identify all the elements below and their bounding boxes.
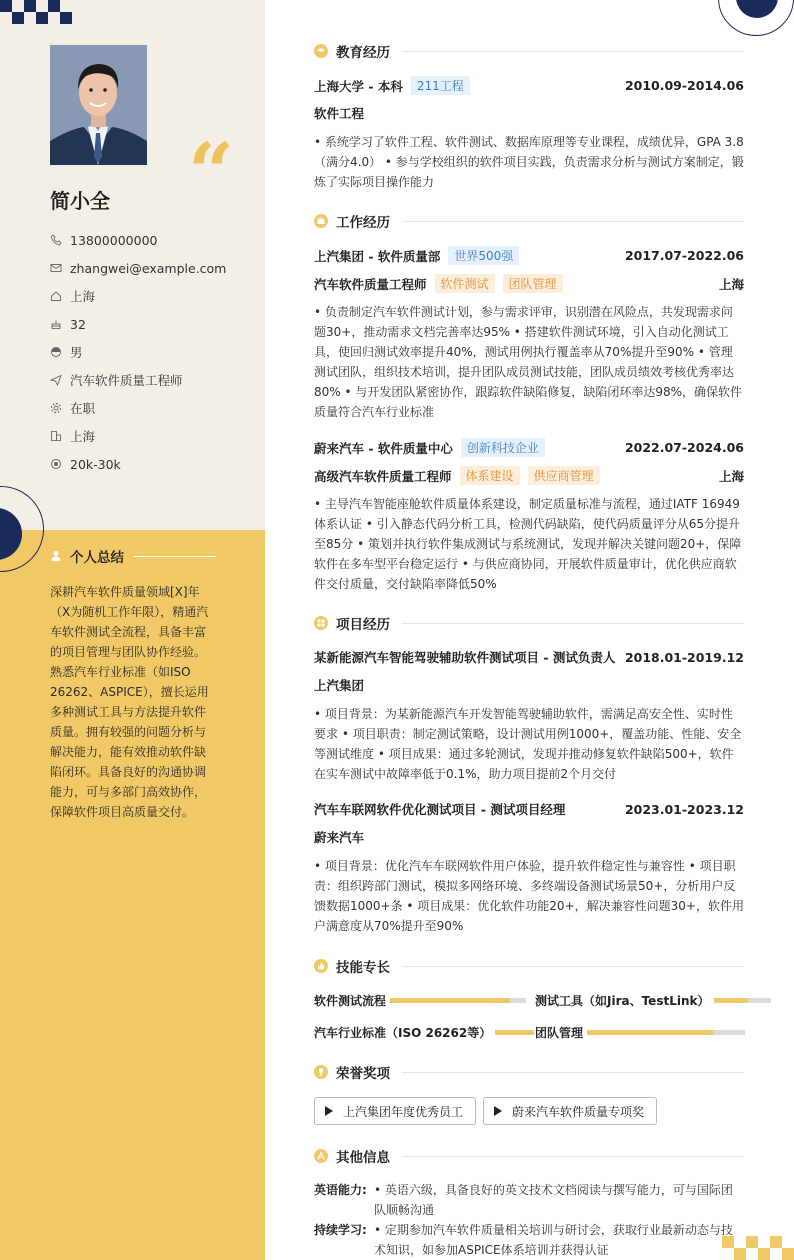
job-city: 上海: [718, 276, 744, 292]
section-title: 技能专长: [336, 960, 390, 976]
skill-bar: [390, 998, 526, 1003]
section-education: [314, 41, 744, 61]
job-period: 2017.07-2022.06: [624, 248, 744, 263]
project-name: 汽车车联网软件优化测试项目 - 测试项目经理: [314, 802, 566, 817]
skill-bar: [587, 1030, 745, 1035]
school-tag: 211工程: [411, 76, 470, 95]
play-icon: [494, 1106, 502, 1116]
other-value: • 英语六级，具备良好的英文技术文档阅读与撰写能力，可与国际团队顺畅沟通: [374, 1183, 733, 1217]
skill-bar: [714, 998, 771, 1003]
job-2-role-row: [314, 466, 744, 485]
skill-bar: [495, 1030, 535, 1035]
info-target-city: [50, 422, 226, 450]
summary-text: 深耕汽车软件质量领域[X]年（X为随机工作年限），精通汽车软件测试全流程，具备丰富的项目管理与团队协作经验。熟悉汽车行业标准（如ISO 26262、ASPICE），擅长运用多种测试工具与方法提升软件质量。拥有较强的问题分析与解决能力，能有效推动软件缺陷闭环。具备良好的沟通协调能力，可与多部门高效协作，保障软件项目高质量交付。: [50, 585, 209, 819]
section-title: 教育经历: [336, 45, 390, 61]
skill-name: 软件测试流程: [314, 994, 387, 1008]
skill-bar-fill: [390, 998, 510, 1003]
project-2-description: • 项目背景：优化汽车车联网软件用户体验，提升软件稳定性与兼容性 • 项目职责：组织跨部门测试，模拟多网络环境、多终端设备测试场景50+，分析用户反馈数据1000+条 • 项目成果：优化软件功能20+，解决兼容性问题30+，软件用户满意度从70%提升至90%: [314, 859, 744, 933]
section-skills: [314, 956, 744, 976]
project-period: 2023.01-2023.12: [624, 801, 744, 817]
other-item-learning: [314, 1220, 744, 1260]
divider: [402, 623, 744, 624]
basic-info-list: [50, 226, 226, 478]
education-description: • 系统学习了软件工程、软件测试、数据库原理等专业课程，成绩优异，GPA 3.8（满分4.0） • 参与学校组织的软件项目实践，负责需求分析与测试方案制定，锻炼了实际项目操作能力: [314, 135, 744, 189]
skill-tag: 体系建设: [460, 466, 520, 485]
divider: [134, 556, 216, 557]
mail-icon: [50, 262, 70, 274]
section-title: 其他信息: [336, 1150, 390, 1166]
divider: [402, 1072, 744, 1073]
skill-item: [535, 992, 771, 1009]
info-age: [50, 310, 226, 338]
company-tag: 创新科技企业: [461, 438, 545, 457]
divider: [402, 966, 744, 967]
company-tag: 世界500强: [448, 246, 519, 265]
phone-text: 13800000000: [70, 232, 158, 248]
award-label: 蔚来汽车软件质量专项奖: [512, 1104, 645, 1119]
job-1-header: [314, 246, 744, 265]
job-company: 上汽集团 - 软件质量部: [314, 248, 441, 264]
job-city: 上海: [718, 468, 744, 484]
project-name: 某新能源汽车智能驾驶辅助软件测试项目 - 测试负责人: [314, 650, 616, 665]
avatar: [50, 45, 147, 165]
section-title: 工作经历: [336, 215, 390, 231]
project-org: 上汽集团: [314, 678, 365, 693]
section-projects: [314, 613, 744, 633]
phone-icon: [50, 234, 70, 246]
salary-text: 20k-30k: [70, 456, 121, 472]
project-1-org-row: [314, 676, 744, 694]
letter-a-icon: [314, 1149, 328, 1163]
job-1-role-row: [314, 274, 744, 293]
section-other: [314, 1146, 744, 1166]
gender-icon: [50, 346, 70, 358]
thumbs-up-icon: [314, 959, 328, 973]
section-awards: [314, 1062, 744, 1082]
project-1-description: • 项目背景：为某新能源汽车开发智能驾驶辅助软件，需满足高安全性、实时性要求 • 项目职责：制定测试策略，设计测试用例1000+，覆盖功能、性能、安全等测试维度 • 项目成果：通过多轮测试，发现并推动修复软件缺陷500+，软件在实车测试中故障率低于0.1%，助力项目提前2个月交付: [314, 707, 742, 781]
project-org: 蔚来汽车: [314, 830, 365, 845]
target-icon: [50, 458, 70, 470]
summary-title: 个人总结: [70, 550, 124, 566]
other-value: • 定期参加汽车软件质量相关培训与研讨会，获取行业最新动态与技术知识，如参加ASPICE体系培训并获得认证: [374, 1223, 733, 1257]
education-major-row: [314, 104, 744, 122]
job-2-header: [314, 438, 744, 457]
trophy-icon: [314, 1065, 328, 1079]
job-company: 蔚来汽车 - 软件质量中心: [314, 440, 453, 456]
info-salary: [50, 450, 226, 478]
award-item: [314, 1097, 476, 1125]
project-2-org-row: [314, 828, 744, 846]
send-icon: [50, 374, 70, 386]
location-text: 上海: [70, 289, 96, 304]
skill-tag: 软件测试: [435, 274, 495, 293]
section-work: [314, 211, 744, 231]
email-text: zhangwei@example.com: [70, 260, 227, 276]
section-title: 项目经历: [336, 617, 390, 633]
building-icon: [50, 430, 70, 442]
skill-tag: 团队管理: [503, 274, 563, 293]
info-gender: [50, 338, 226, 366]
education-header: [314, 76, 744, 95]
job-role: 高级汽车软件质量工程师: [314, 468, 452, 484]
skill-bar-fill: [587, 1030, 713, 1035]
candidate-name: 简小全: [50, 189, 110, 213]
award-item: [483, 1097, 657, 1125]
play-icon: [325, 1106, 333, 1116]
job-period: 2022.07-2024.06: [624, 440, 744, 455]
job-2-description: • 主导汽车智能座舱软件质量体系建设，制定质量标准与流程，通过IATF 16949体系认证 • 引入静态代码分析工具，检测代码缺陷，使代码质量评分从65分提升至85分 • 策划并执行软件集成测试与系统测试，发现并解决关键问题20+，保障软件在多车型平台稳定运行 • 与供应商协同，开展软件质量审计，优化供应商软件交付质量，交付缺陷率降低50%: [314, 497, 742, 591]
info-position: [50, 366, 226, 394]
graduation-cap-icon: [314, 44, 328, 58]
status-text: 在职: [70, 401, 96, 416]
education-period: 2010.09-2014.06: [624, 78, 744, 93]
position-text: 汽车软件质量工程师: [70, 373, 183, 388]
age-text: 32: [70, 316, 86, 332]
cake-icon: [50, 318, 70, 330]
skill-bar-fill: [714, 998, 748, 1003]
other-key: 英语能力:: [314, 1183, 367, 1197]
grid-icon: [314, 616, 328, 630]
skill-tag: 供应商管理: [528, 466, 600, 485]
info-location: [50, 282, 226, 310]
info-email: [50, 254, 226, 282]
skill-name: 团队管理: [535, 1026, 584, 1040]
school-name: 上海大学 - 本科: [314, 78, 403, 94]
skill-name: 汽车行业标准（ISO 26262等）: [314, 1026, 492, 1040]
other-item-english: [314, 1180, 744, 1220]
checker-decoration: [0, 0, 76, 24]
skill-bar-fill: [495, 1030, 533, 1035]
user-icon: [50, 550, 62, 562]
divider: [402, 221, 744, 222]
job-role: 汽车软件质量工程师: [314, 276, 427, 292]
other-key: 持续学习:: [314, 1223, 367, 1237]
project-2-header: [314, 800, 744, 818]
major: 软件工程: [314, 106, 365, 121]
skill-item: [535, 1024, 745, 1041]
award-label: 上汽集团年度优秀员工: [343, 1104, 464, 1119]
gear-icon: [50, 402, 70, 414]
home-icon: [50, 290, 70, 302]
skill-item: [314, 1024, 535, 1041]
section-title: 荣誉奖项: [336, 1066, 390, 1082]
skill-name: 测试工具（如Jira、TestLink）: [535, 994, 710, 1008]
info-phone: [50, 226, 226, 254]
project-period: 2018.01-2019.12: [624, 649, 744, 665]
gender-text: 男: [70, 345, 83, 360]
briefcase-icon: [314, 214, 328, 228]
info-status: [50, 394, 226, 422]
summary-heading: [50, 546, 216, 566]
divider: [402, 1156, 744, 1157]
project-1-header: [314, 648, 744, 666]
job-1-description: • 负责制定汽车软件测试计划，参与需求评审，识别潜在风险点，共发现需求问题30+，推动需求文档完善率达95% • 搭建软件测试环境，引入自动化测试工具，使回归测试效率提升40%，测试用例执行覆盖率从70%提升至90% • 管理测试团队，组织技术培训，提升团队成员测试技能，团队成员绩效考核优秀率达80% • 与开发团队紧密协作，跟踪软件缺陷修复，缺陷闭环率达98%，确保软件质量符合汽车行业标准: [314, 305, 743, 419]
quote-mark-icon: “: [188, 125, 235, 219]
target-city-text: 上海: [70, 429, 96, 444]
skill-item: [314, 992, 526, 1009]
divider: [402, 51, 744, 52]
